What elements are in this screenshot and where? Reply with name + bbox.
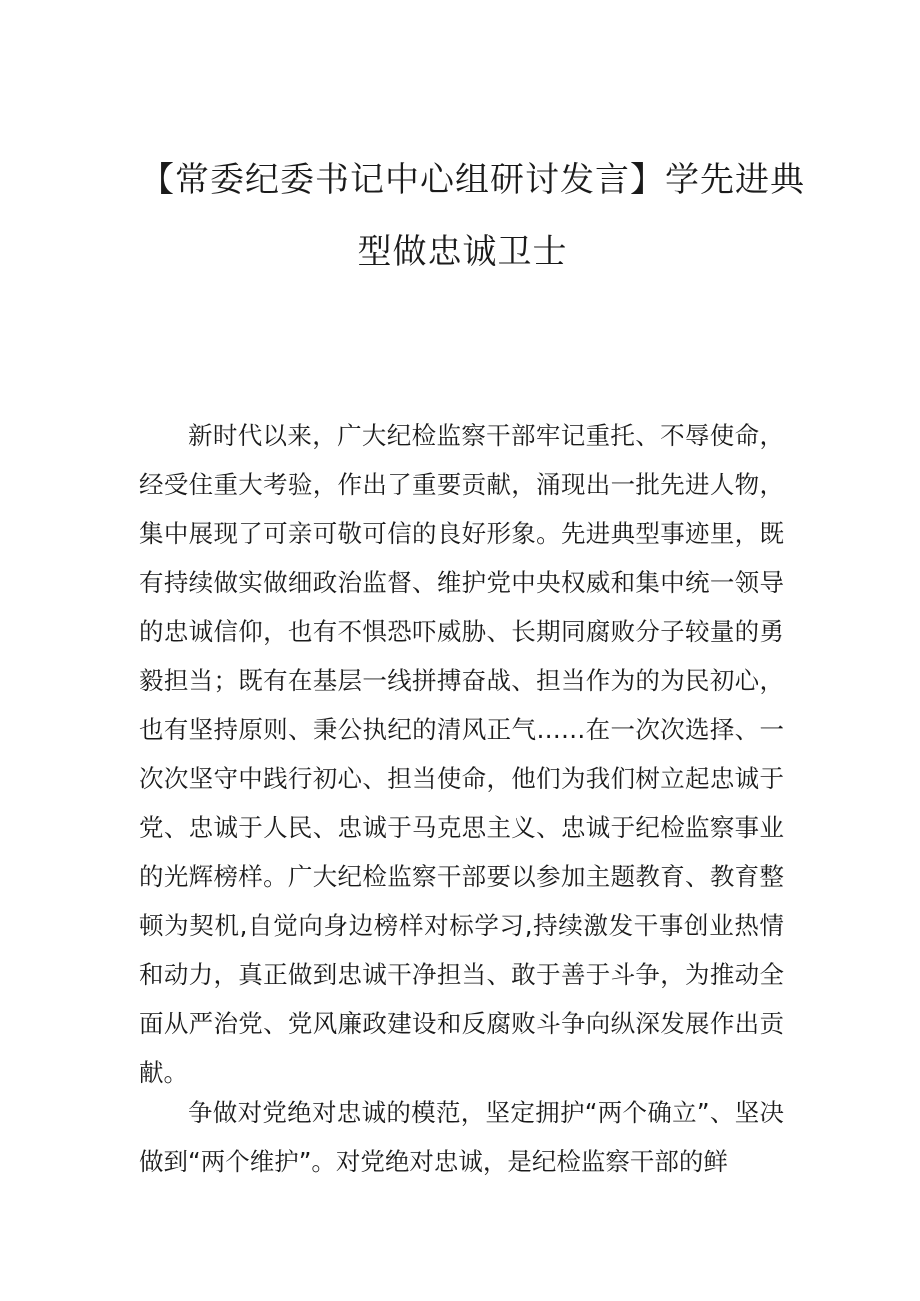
body-paragraph-1: 新时代以来，广大纪检监察干部牢记重托、不辱使命，经受住重大考验，作出了重要贡献，涌现出一批先进人物，集中展现了可亲可敬可信的良好形象。先进典型事迹里，既有持续做实做细政治监督、维护党中央权威和集中统一领导的忠诚信仰，也有不惧恐吓威胁、长期同腐败分子较量的勇毅担当；既有在基层一线拼搏奋战、担当作为的为民初心，也有坚持原则、秉公执纪的清风正气……在一次次选择、一次次坚守中践行初心、担当使命，他们为我们树立起忠诚于党、忠诚于人民、忠诚于马克思主义、忠诚于纪检监察事业的光辉榜样。广大纪检监察干部要以参加主题教育、教育整顿为契机,自觉向身边榜样对标学习,持续激发干事创业热情和动力，真正做到忠诚干净担当、敢于善于斗争，为推动全面从严治党、党风廉政建设和反腐败斗争向纵深发展作出贡献。: [139, 421, 784, 1087]
body-paragraph-2: 争做对党绝对忠诚的模范，坚定拥护“两个确立”、坚决做到“两个维护”。对党绝对忠诚，是纪检监察干部的鲜: [139, 1098, 784, 1176]
document-title-line-2: 型做忠诚卫士: [357, 232, 568, 272]
document-title-line-1: 【常委纪委书记中心组研讨发言】学先进典: [140, 160, 805, 200]
